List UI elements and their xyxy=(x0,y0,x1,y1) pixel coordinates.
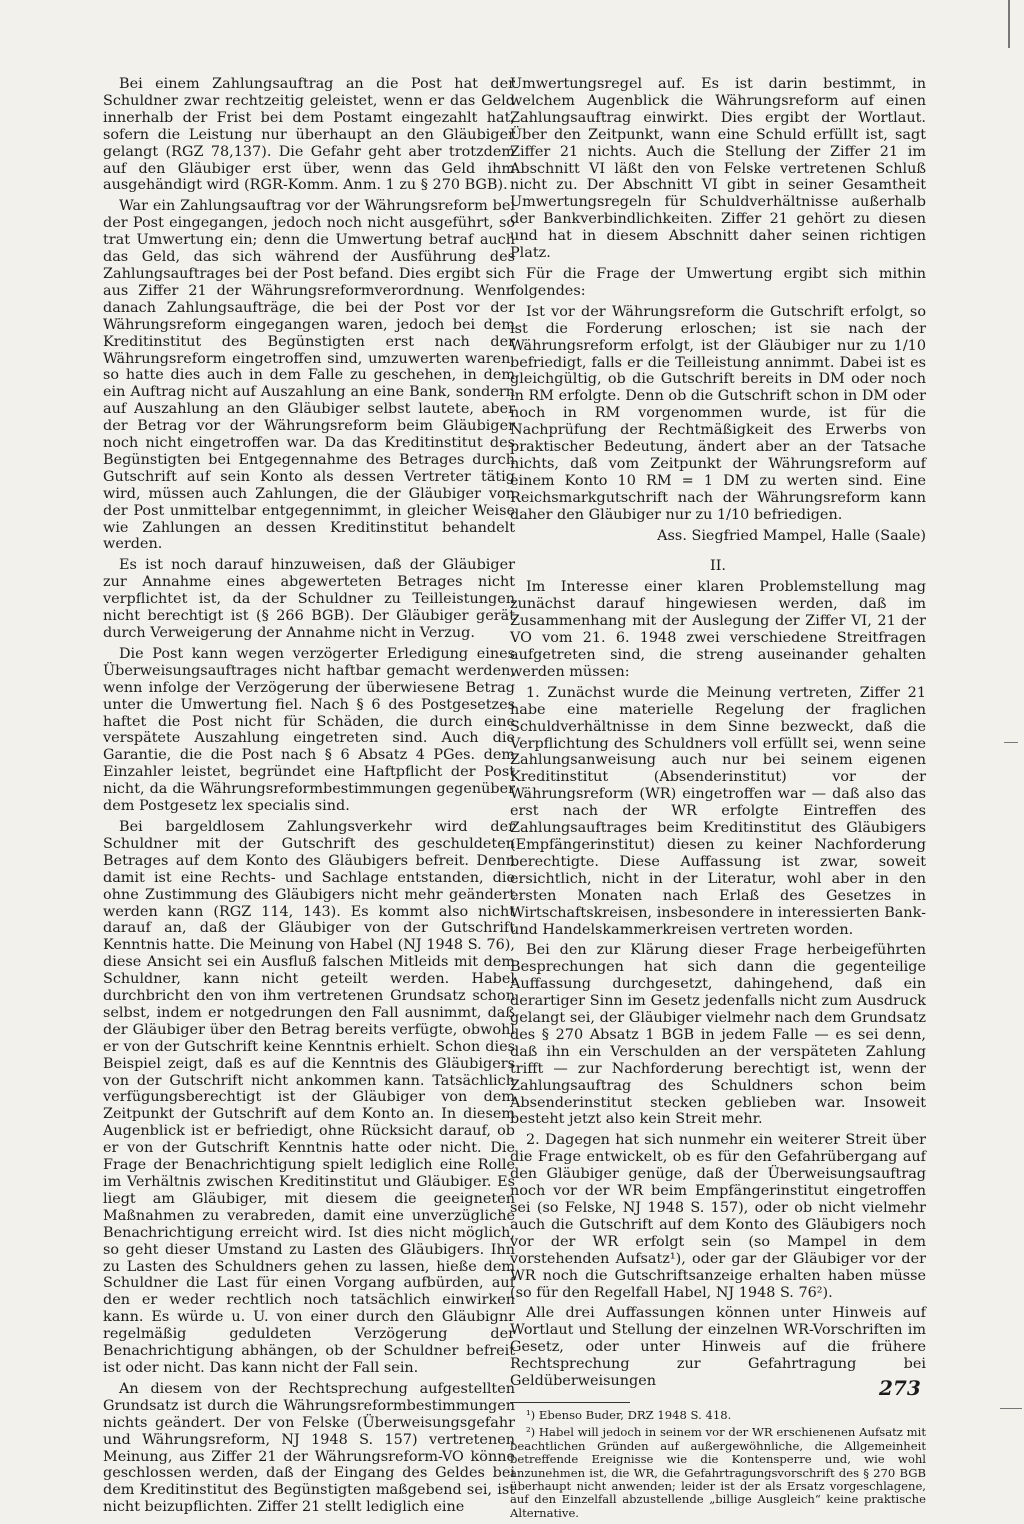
paragraph: Umwertungsregel auf. Es ist darin bestimmt, in welchem Augenblick die Währungsreform auf einen Zahlungsauftrag einwirkt. Dies ergibt der Wortlaut. Über den Zeitpunkt, wann eine Schuld erfüllt ist, sagt Ziffer 21 nichts. Auch die Stellung der Ziffer 21 im Abschnitt VI läßt den von Felske vertretenen Schluß nicht zu. Der Abschnitt VI gibt in seiner Gesamtheit Umwertungsregeln für Schuldverhältnisse außerhalb der Bankverbindlichkeiten. Ziffer 21 gehört zu diesen und hat in diesem Abschnitt daher seinen richtigen Platz. xyxy=(510,76,926,262)
section-heading: II. xyxy=(710,558,726,575)
paragraph: An diesem von der Rechtsprechung aufgestellten Grundsatz ist durch die Währungsreformbestimmungen nichts geändert. Der von Felske (Überweisungsgefahr und Währungsreform, NJ 1948 S. 157) vertretenen Meinung, aus Ziffer 21 der Währungsreform-VO könne geschlossen werden, daß der Eingang des Geldes bei dem Kreditinstitut des Begünstigten maßgebend sei, ist nicht beizupflichten. Ziffer 21 stellt lediglich eine xyxy=(103,1380,515,1516)
paragraph: Es ist noch darauf hinzuweisen, daß der Gläubiger zur Annahme eines abgewerteten Betrages nicht verpflichtet ist, da der Schuldner zu Teilleistungen nicht berechtigt ist (§ 266 BGB). Der Gläubiger gerät durch Verweigerung der Annahme nicht in Verzug. xyxy=(103,557,515,641)
author-signature: Ass. Siegfried Mampel, Halle (Saale) xyxy=(657,527,926,544)
paragraph: Im Interesse einer klaren Problemstellung mag zunächst darauf hingewiesen werden, daß im Zusammenhang mit der Auslegung der Ziffer VI, 21 der VO vom 21. 6. 1948 zwei verschiedene Streitfragen aufgetreten sind, die streng auseinander gehalten werden müssen: xyxy=(510,579,926,680)
paragraph: Bei bargeldlosem Zahlungsverkehr wird der Schuldner mit der Gutschrift des geschuldeten Betrages auf dem Konto des Gläubigers befreit. Denn damit ist eine Rechts- und Sachlage entstanden, die ohne Zustimmung des Gläubigers nicht mehr geändert werden kann (RGZ 114, 143). Es kommt also nicht darauf an, daß der Gläubiger von der Gutschrift Kenntnis hatte. Die Meinung von Habel (NJ 1948 S. 76), diese Ansicht sei ein Ausfluß falschen Mitleids mit dem Schuldner, kann nicht geteilt werden. Habel durchbricht den von ihm vertretenen Grundsatz schon selbst, indem er notgedrungen den Fall ausnimmt, daß der Gläubiger über den Betrag bereits verfügte, obwohl er von der Gutschrift keine Kenntnis erhielt. Schon dies Beispiel zeigt, daß es auf die Kenntnis des Gläubigers von der Gutschrift nicht ankommen kann. Tatsächlich verfügungsberechtigt ist der Gläubiger von dem Zeitpunkt der Gutschrift auf dem Konto an. In diesem Augenblick ist er befriedigt, ohne Rücksicht darauf, ob er von der Gutschrift Kenntnis hatte oder nicht. Die Frage der Benachrichtigung spielt lediglich eine Rolle im Verhältnis zwischen Kreditinstitut und Gläubiger. Es liegt am Gläubiger, mit diesem die geeigneten Maßnahmen zu verabreden, damit eine unverzügliche Benachrichtigung erreicht wird. Ist dies nicht möglich, so geht dieser Umstand zu Lasten des Gläubigers. Ihn zu Lasten des Schuldners gehen zu lassen, hieße dem Schuldner die Last für einen Vorgang aufbürden, auf den er weder rechtlich noch tatsächlich einwirken kann. Es würde u. U. von einer durch den Gläubignr regelmäßig geduldeten Verzögerung der Benachrichtigung abhängen, ob der Schuldner befreit ist oder nicht. Das kann nicht der Fall sein. xyxy=(103,818,515,1376)
paragraph: 2. Dagegen hat sich nunmehr ein weiterer Streit über die Frage entwickelt, ob es für den Gefahrübergang auf den Gläubiger genüge, daß der Überweisungsauftrag noch vor der WR beim Empfängerinstitut eingetroffen sei (so Felske, NJ 1948 S. 157), oder ob nicht vielmehr auch die Gutschrift auf dem Konto des Gläubigers noch vor der WR erfolgt sein (so Mampel in dem vorstehenden Aufsatz¹), oder gar der Gläubiger vor der WR noch die Gutschriftsanzeige erhalten haben müsse (so für den Regelfall Habel, NJ 1948 S. 76²). xyxy=(510,1132,926,1301)
paragraph: Für die Frage der Umwertung ergibt sich mithin folgendes: xyxy=(510,265,926,299)
scan-edge-mark xyxy=(1000,1408,1022,1409)
left-column xyxy=(103,76,515,1520)
scan-edge-mark xyxy=(1004,742,1018,743)
paragraph: 1. Zunächst wurde die Meinung vertreten, Ziffer 21 habe eine materielle Regelung der fraglichen Schuldverhältnisse in dem Sinne bezweckt, daß die Verpflichtung des Schuldners voll erfüllt sei, wenn seine Zahlungsanweisung auch nur bei seinem eigenen Kreditinstitut (Absenderinstitut) vor der Währungsreform (WR) eingetroffen war — daß also das erst nach der WR erfolgte Eintreffen des Zahlungsauftrages beim Kreditinstitut des Gläubigers (Empfängerinstitut) diesen zu keiner Nachforderung berechtigte. Diese Auffassung ist zwar, soweit ersichtlich, nicht in der Literatur, wohl aber in den ersten Monaten nach Erlaß des Gesetzes in Wirtschaftskreisen, insbesondere in interessierten Bank- und Handelskammerkreisen vertreten worden. xyxy=(510,684,926,938)
paragraph: Ist vor der Währungsreform die Gutschrift erfolgt, so ist die Forderung erloschen; ist sie nach der Währungsreform erfolgt, ist der Gläubiger nur zu 1/10 befriedigt, falls er die Teilleistung annimmt. Dabei ist es gleichgültig, ob die Gutschrift bereits in DM oder noch in RM erfolgte. Denn ob die Gutschrift schon in DM oder noch in RM vorgenommen wurde, ist für die Nachprüfung der Rechtmäßigkeit des Erwerbs von praktischer Bedeutung, ändert aber an der Tatsache nichts, daß vom Zeitpunkt der Währungsreform auf einem Konto 10 RM = 1 DM zu werten sind. Eine Reichsmarkgutschrift nach der Währungsreform kann daher den Gläubiger nur zu 1/10 befriedigen. xyxy=(510,303,926,523)
scan-edge-mark xyxy=(1008,0,1010,48)
right-column xyxy=(510,76,926,1524)
footnote: ²) Habel will jedoch in seinem vor der WR erschienenen Aufsatz mit beachtlichen Gründen auf außergewöhnliche, die Allgemeinheit betreffende Ereignisse wie die Kontensperre und, wie wohl anzunehmen ist, die WR, die Gefahrtragungsvorschrift des § 270 BGB überhaupt nicht anwenden; leider ist der als Ersatz vorgeschlagene, auf den Einzelfall abzustellende „billige Ausgleich“ keine praktische Alternative. xyxy=(510,1425,926,1520)
paragraph: Die Post kann wegen verzögerter Erledigung eines Überweisungsauftrages nicht haftbar gemacht werden, wenn infolge der Verzögerung der überwiesene Betrag unter die Umwertung fiel. Nach § 6 des Postgesetzes haftet die Post nicht für Schäden, die durch eine verspätete Auszahlung eingetreten sind. Auch die Garantie, die die Post nach § 6 Absatz 4 PGes. dem Einzahler leistet, begründet eine Haftpflicht der Post nicht, da die Währungsreformbestimmungen gegenüber dem Postgesetz lex specialis sind. xyxy=(103,645,515,815)
page-number: 273 xyxy=(879,1376,921,1400)
paragraph: Alle drei Auffassungen können unter Hinweis auf Wortlaut und Stellung der einzelnen WR-Vorschriften im Gesetz, oder unter Hinweis auf die frühere Rechtsprechung zur Gefahrtragung bei Geldüberweisungen xyxy=(510,1305,926,1390)
paragraph: Bei den zur Klärung dieser Frage herbeigeführten Besprechungen hat sich dann die gegenteilige Auffassung durchgesetzt, dahingehend, daß ein derartiger Sinn im Gesetz jedenfalls nicht zum Ausdruck gelangt sei, der Gläubiger vielmehr nach dem Grundsatz des § 270 Absatz 1 BGB in jedem Falle — es sei denn, daß ihn ein Verschulden an der verspäteten Zahlung trifft — zur Nachforderung berechtigt ist, wenn der Zahlungsauftrag des Schuldners schon beim Absenderinstitut stecken geblieben war. Insoweit besteht jetzt also kein Streit mehr. xyxy=(510,942,926,1128)
footnote: ¹) Ebenso Buder, DRZ 1948 S. 418. xyxy=(526,1407,732,1422)
paragraph: Bei einem Zahlungsauftrag an die Post hat der Schuldner zwar rechtzeitig geleistet, wenn er das Geld innerhalb der Frist bei dem Postamt eingezahlt hat, sofern die Leistung nur überhaupt an den Gläubiger gelangt (RGZ 78,137). Die Gefahr geht aber trotzdem auf den Gläubiger erst über, wenn das Geld ihm ausgehändigt wird (RGR-Komm. Anm. 1 zu § 270 BGB). xyxy=(103,76,515,194)
paragraph: War ein Zahlungsauftrag vor der Währungsreform bei der Post eingegangen, jedoch noch nicht ausgeführt, so trat Umwertung ein; denn die Umwertung betraf auch das Geld, das sich während der Ausführung des Zahlungsauftrages bei der Post befand. Dies ergibt sich aus Ziffer 21 der Währungsreformverordnung. Wenn danach Zahlungsaufträge, die bei der Post vor der Währungsreform eingegangen waren, jedoch bei dem Kreditinstitut des Begünstigten erst nach der Währungsreform eingetroffen sind, umzuwerten waren, so hatte dies auch in dem Falle zu geschehen, in dem ein Auftrag nicht auf Auszahlung an eine Bank, sondern auf Auszahlung an den Gläubiger selbst lautete, aber der Betrag vor der Währungsreform beim Gläubiger noch nicht eingetroffen war. Da das Kreditinstitut des Begünstigten bei Entgegennahme des Betrages durch Gutschrift auf sein Konto als dessen Vertreter tätig wird, müssen auch Zahlungen, die der Gläubiger von der Post unmittelbar entgegennimmt, in gleicher Weise wie Zahlungen an dessen Kreditinstitut behandelt werden. xyxy=(103,198,515,553)
footnote-divider xyxy=(510,1402,630,1403)
